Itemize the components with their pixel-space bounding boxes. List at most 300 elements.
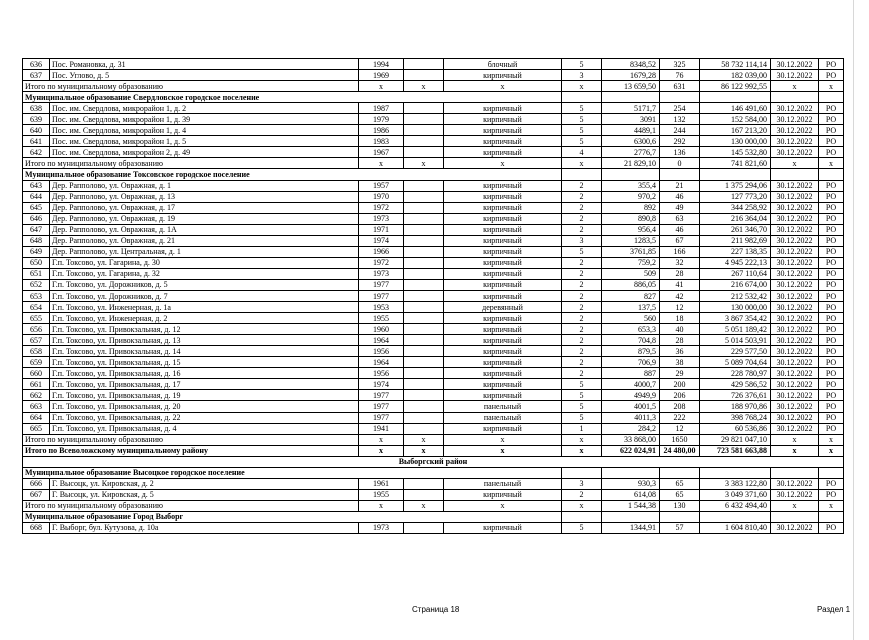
row-number: 643 bbox=[23, 180, 50, 191]
cost-cell: 5 089 704,64 bbox=[700, 357, 771, 368]
residents-cell: 65 bbox=[660, 489, 700, 500]
year-cell: 1977 bbox=[359, 290, 404, 301]
subtotal-row bbox=[23, 500, 844, 511]
address-cell: Г.п. Токсово, ул. Привокзальная, д. 22 bbox=[50, 412, 359, 423]
address-cell: Пос. им. Свердлова, микрорайон 1, д. 39 bbox=[50, 114, 359, 125]
residents-cell: 42 bbox=[660, 290, 700, 301]
area-cell: 4489,1 bbox=[602, 125, 660, 136]
area-cell: 930,3 bbox=[602, 478, 660, 489]
floors-cell: 2 bbox=[562, 268, 602, 279]
cost-cell: 4 945 222,13 bbox=[700, 257, 771, 268]
cost-cell: 1 604 810,40 bbox=[700, 522, 771, 533]
cost-cell: 5 014 503,91 bbox=[700, 335, 771, 346]
year-cell: 1967 bbox=[359, 147, 404, 158]
residents-cell: 206 bbox=[660, 390, 700, 401]
floors-cell: 5 bbox=[562, 412, 602, 423]
type-cell: РО bbox=[819, 224, 844, 235]
residents-cell: 12 bbox=[660, 302, 700, 313]
section-header-row bbox=[23, 467, 844, 478]
empty-cell bbox=[602, 511, 660, 522]
type-cell: РО bbox=[819, 313, 844, 324]
address-cell: Дер. Рапполово, ул. Овражная, д. 1А bbox=[50, 224, 359, 235]
empty-cell bbox=[602, 92, 660, 103]
address-cell: Г.п. Токсово, ул. Привокзальная, д. 20 bbox=[50, 401, 359, 412]
table-row bbox=[23, 59, 844, 70]
empty-cell bbox=[700, 467, 771, 478]
year-cell: 1973 bbox=[359, 268, 404, 279]
type-cell: РО bbox=[819, 114, 844, 125]
year-cell: 1994 bbox=[359, 59, 404, 70]
housing-table bbox=[22, 58, 844, 534]
address-cell: Г.п. Токсово, ул. Гагарина, д. 32 bbox=[50, 268, 359, 279]
cost-cell: 5 051 189,42 bbox=[700, 324, 771, 335]
blank-cell bbox=[404, 346, 444, 357]
area-cell: 284,2 bbox=[602, 423, 660, 434]
cost-cell: 127 773,20 bbox=[700, 191, 771, 202]
row-number: 667 bbox=[23, 489, 50, 500]
date-cell: 30.12.2022 bbox=[771, 59, 819, 70]
material-cell: кирпичный bbox=[444, 489, 562, 500]
material-cell: кирпичный bbox=[444, 213, 562, 224]
address-cell: Дер. Рапполово, ул. Центральная, д. 1 bbox=[50, 246, 359, 257]
material-cell: кирпичный bbox=[444, 202, 562, 213]
material-cell: x bbox=[444, 434, 562, 445]
year-cell: x bbox=[359, 81, 404, 92]
cost-cell: 429 586,52 bbox=[700, 379, 771, 390]
cost-cell: 86 122 992,55 bbox=[700, 81, 771, 92]
cost-cell: 261 346,70 bbox=[700, 224, 771, 235]
date-cell: 30.12.2022 bbox=[771, 368, 819, 379]
table-row bbox=[23, 114, 844, 125]
row-number: 662 bbox=[23, 390, 50, 401]
year-cell: x bbox=[359, 158, 404, 169]
table-row bbox=[23, 379, 844, 390]
address-cell: Пос. им. Свердлова, микрорайон 2, д. 49 bbox=[50, 147, 359, 158]
section-title: Муниципальное образование Свердловское городское поселение bbox=[23, 92, 562, 103]
type-cell: РО bbox=[819, 478, 844, 489]
year-cell: 1974 bbox=[359, 235, 404, 246]
row-number: 668 bbox=[23, 522, 50, 533]
address-cell: Пос. им. Свердлова, микрорайон 1, д. 2 bbox=[50, 103, 359, 114]
section-header-row bbox=[23, 169, 844, 180]
row-number: 663 bbox=[23, 401, 50, 412]
table-row bbox=[23, 147, 844, 158]
material-cell: блочный bbox=[444, 59, 562, 70]
year-cell: 1953 bbox=[359, 302, 404, 313]
empty-cell bbox=[771, 169, 819, 180]
material-cell: x bbox=[444, 445, 562, 456]
area-cell: 886,05 bbox=[602, 279, 660, 290]
residents-cell: 1650 bbox=[660, 434, 700, 445]
material-cell: кирпичный bbox=[444, 324, 562, 335]
year-cell: 1957 bbox=[359, 180, 404, 191]
blank-cell bbox=[404, 114, 444, 125]
date-cell: 30.12.2022 bbox=[771, 313, 819, 324]
blank-cell bbox=[404, 191, 444, 202]
address-cell: Г.п. Токсово, ул. Привокзальная, д. 4 bbox=[50, 423, 359, 434]
empty-cell bbox=[602, 169, 660, 180]
floors-cell: 2 bbox=[562, 224, 602, 235]
table-row bbox=[23, 412, 844, 423]
material-cell: кирпичный bbox=[444, 313, 562, 324]
year-cell: 1956 bbox=[359, 368, 404, 379]
floors-cell: 5 bbox=[562, 246, 602, 257]
blank-cell bbox=[404, 401, 444, 412]
section-label: Раздел 1 bbox=[817, 605, 851, 614]
empty-cell bbox=[771, 92, 819, 103]
date-cell: 30.12.2022 bbox=[771, 125, 819, 136]
address-cell: Г.п. Токсово, ул. Привокзальная, д. 17 bbox=[50, 379, 359, 390]
cost-cell: 741 821,60 bbox=[700, 158, 771, 169]
area-cell: 3761,85 bbox=[602, 246, 660, 257]
material-cell: панельный bbox=[444, 401, 562, 412]
floors-cell: 4 bbox=[562, 147, 602, 158]
floors-cell: x bbox=[562, 434, 602, 445]
cost-cell: 145 532,80 bbox=[700, 147, 771, 158]
floors-cell: 2 bbox=[562, 368, 602, 379]
material-cell: кирпичный bbox=[444, 279, 562, 290]
area-cell: 21 829,10 bbox=[602, 158, 660, 169]
material-cell: кирпичный bbox=[444, 346, 562, 357]
empty-cell bbox=[819, 467, 844, 478]
date-cell: 30.12.2022 bbox=[771, 401, 819, 412]
year-cell: 1986 bbox=[359, 125, 404, 136]
date-cell: 30.12.2022 bbox=[771, 180, 819, 191]
type-cell: РО bbox=[819, 379, 844, 390]
material-cell: кирпичный bbox=[444, 357, 562, 368]
blank-cell bbox=[404, 379, 444, 390]
material-cell: x bbox=[444, 500, 562, 511]
date-cell: 30.12.2022 bbox=[771, 423, 819, 434]
row-number: 636 bbox=[23, 59, 50, 70]
cost-cell: 212 532,42 bbox=[700, 290, 771, 301]
table-row bbox=[23, 423, 844, 434]
blank-cell bbox=[404, 279, 444, 290]
type-cell: РО bbox=[819, 335, 844, 346]
total-label: Итого по муниципальному образованию bbox=[23, 434, 359, 445]
floors-cell: 5 bbox=[562, 390, 602, 401]
year-cell: 1964 bbox=[359, 335, 404, 346]
empty-cell bbox=[819, 511, 844, 522]
cost-cell: 229 577,50 bbox=[700, 346, 771, 357]
floors-cell: 3 bbox=[562, 478, 602, 489]
year-cell: 1973 bbox=[359, 213, 404, 224]
material-cell: кирпичный bbox=[444, 522, 562, 533]
type-cell: РО bbox=[819, 136, 844, 147]
row-number: 650 bbox=[23, 257, 50, 268]
blank-cell bbox=[404, 357, 444, 368]
row-number: 641 bbox=[23, 136, 50, 147]
floors-cell: 5 bbox=[562, 125, 602, 136]
cost-cell: 182 039,00 bbox=[700, 70, 771, 81]
floors-cell: 2 bbox=[562, 313, 602, 324]
material-cell: кирпичный bbox=[444, 390, 562, 401]
section-title: Муниципальное образование Высоцкое городское поселение bbox=[23, 467, 562, 478]
residents-cell: 208 bbox=[660, 401, 700, 412]
address-cell: Г.п. Токсово, ул. Привокзальная, д. 15 bbox=[50, 357, 359, 368]
type-cell: РО bbox=[819, 147, 844, 158]
table-row bbox=[23, 489, 844, 500]
date-cell: 30.12.2022 bbox=[771, 478, 819, 489]
cost-cell: 29 821 047,10 bbox=[700, 434, 771, 445]
cost-cell: 211 982,69 bbox=[700, 235, 771, 246]
residents-cell: 65 bbox=[660, 478, 700, 489]
type-cell: РО bbox=[819, 59, 844, 70]
cost-cell: 188 970,86 bbox=[700, 401, 771, 412]
area-cell: 4000,7 bbox=[602, 379, 660, 390]
area-cell: 33 868,00 bbox=[602, 434, 660, 445]
type-cell: x bbox=[819, 434, 844, 445]
material-cell: деревянный bbox=[444, 302, 562, 313]
table-row bbox=[23, 313, 844, 324]
floors-cell: x bbox=[562, 500, 602, 511]
material-cell: кирпичный bbox=[444, 257, 562, 268]
table-row bbox=[23, 257, 844, 268]
cost-cell: 6 432 494,40 bbox=[700, 500, 771, 511]
date-cell: 30.12.2022 bbox=[771, 324, 819, 335]
empty-cell bbox=[660, 467, 700, 478]
cost-cell: 267 110,64 bbox=[700, 268, 771, 279]
empty-cell bbox=[771, 511, 819, 522]
scan-edge bbox=[853, 0, 854, 640]
blank-cell bbox=[404, 390, 444, 401]
material-cell: кирпичный bbox=[444, 335, 562, 346]
blank-cell bbox=[404, 335, 444, 346]
residents-cell: 29 bbox=[660, 368, 700, 379]
type-cell: РО bbox=[819, 103, 844, 114]
blank-cell bbox=[404, 290, 444, 301]
residents-cell: 0 bbox=[660, 158, 700, 169]
year-cell: 1972 bbox=[359, 257, 404, 268]
address-cell: Г. Высоцк, ул. Кировская, д. 2 bbox=[50, 478, 359, 489]
area-cell: 956,4 bbox=[602, 224, 660, 235]
cost-cell: 723 581 663,88 bbox=[700, 445, 771, 456]
area-cell: 13 659,50 bbox=[602, 81, 660, 92]
row-number: 652 bbox=[23, 279, 50, 290]
empty-cell bbox=[562, 467, 602, 478]
subtotal-row bbox=[23, 158, 844, 169]
blank-cell bbox=[404, 412, 444, 423]
date-cell: 30.12.2022 bbox=[771, 136, 819, 147]
address-cell: Дер. Рапполово, ул. Овражная, д. 1 bbox=[50, 180, 359, 191]
date-cell: 30.12.2022 bbox=[771, 412, 819, 423]
residents-cell: 325 bbox=[660, 59, 700, 70]
type-cell: РО bbox=[819, 390, 844, 401]
residents-cell: 200 bbox=[660, 379, 700, 390]
cost-cell: 398 768,24 bbox=[700, 412, 771, 423]
area-cell: 1679,28 bbox=[602, 70, 660, 81]
area-cell: 622 024,91 bbox=[602, 445, 660, 456]
floors-cell: 3 bbox=[562, 70, 602, 81]
year-cell: 1977 bbox=[359, 401, 404, 412]
date-cell: 30.12.2022 bbox=[771, 335, 819, 346]
year-cell: 1956 bbox=[359, 346, 404, 357]
type-cell: РО bbox=[819, 213, 844, 224]
residents-cell: 76 bbox=[660, 70, 700, 81]
residents-cell: 631 bbox=[660, 81, 700, 92]
address-cell: Г.п. Токсово, ул. Привокзальная, д. 19 bbox=[50, 390, 359, 401]
row-number: 655 bbox=[23, 313, 50, 324]
total-label: Итого по муниципальному образованию bbox=[23, 500, 359, 511]
blank-cell: x bbox=[404, 158, 444, 169]
date-cell: 30.12.2022 bbox=[771, 379, 819, 390]
area-cell: 1344,91 bbox=[602, 522, 660, 533]
date-cell: 30.12.2022 bbox=[771, 213, 819, 224]
blank-cell bbox=[404, 180, 444, 191]
floors-cell: 2 bbox=[562, 213, 602, 224]
blank-cell bbox=[404, 147, 444, 158]
row-number: 642 bbox=[23, 147, 50, 158]
floors-cell: 5 bbox=[562, 522, 602, 533]
type-cell: РО bbox=[819, 368, 844, 379]
area-cell: 560 bbox=[602, 313, 660, 324]
row-number: 638 bbox=[23, 103, 50, 114]
date-cell: 30.12.2022 bbox=[771, 114, 819, 125]
section-title: Муниципальное образование Город Выборг bbox=[23, 511, 562, 522]
area-cell: 704,8 bbox=[602, 335, 660, 346]
date-cell: 30.12.2022 bbox=[771, 191, 819, 202]
row-number: 660 bbox=[23, 368, 50, 379]
year-cell: 1969 bbox=[359, 70, 404, 81]
year-cell: 1941 bbox=[359, 423, 404, 434]
year-cell: 1987 bbox=[359, 103, 404, 114]
empty-cell bbox=[819, 92, 844, 103]
table-row bbox=[23, 246, 844, 257]
area-cell: 6300,6 bbox=[602, 136, 660, 147]
subtotal-row bbox=[23, 434, 844, 445]
residents-cell: 46 bbox=[660, 191, 700, 202]
material-cell: кирпичный bbox=[444, 125, 562, 136]
empty-cell bbox=[660, 92, 700, 103]
table-row bbox=[23, 368, 844, 379]
blank-cell bbox=[404, 257, 444, 268]
cost-cell: 130 000,00 bbox=[700, 136, 771, 147]
row-number: 648 bbox=[23, 235, 50, 246]
blank-cell bbox=[404, 368, 444, 379]
cost-cell: 216 364,04 bbox=[700, 213, 771, 224]
address-cell: Г.п. Токсово, ул. Гагарина, д. 30 bbox=[50, 257, 359, 268]
address-cell: Пос. им. Свердлова, микрорайон 1, д. 4 bbox=[50, 125, 359, 136]
material-cell: кирпичный bbox=[444, 180, 562, 191]
table-row bbox=[23, 103, 844, 114]
address-cell: Пос. Романовка, д. 31 bbox=[50, 59, 359, 70]
blank-cell bbox=[404, 59, 444, 70]
date-cell: 30.12.2022 bbox=[771, 70, 819, 81]
year-cell: x bbox=[359, 434, 404, 445]
date-cell: x bbox=[771, 500, 819, 511]
empty-cell bbox=[771, 467, 819, 478]
year-cell: x bbox=[359, 500, 404, 511]
area-cell: 3091 bbox=[602, 114, 660, 125]
district-total-row bbox=[23, 445, 844, 456]
blank-cell bbox=[404, 268, 444, 279]
blank-cell bbox=[404, 489, 444, 500]
floors-cell: 2 bbox=[562, 335, 602, 346]
area-cell: 879,5 bbox=[602, 346, 660, 357]
table-row bbox=[23, 191, 844, 202]
residents-cell: 67 bbox=[660, 235, 700, 246]
blank-cell bbox=[404, 125, 444, 136]
area-cell: 4011,3 bbox=[602, 412, 660, 423]
table-row bbox=[23, 136, 844, 147]
floors-cell: 5 bbox=[562, 114, 602, 125]
blank-cell: x bbox=[404, 500, 444, 511]
area-cell: 355,4 bbox=[602, 180, 660, 191]
date-cell: x bbox=[771, 81, 819, 92]
year-cell: 1971 bbox=[359, 224, 404, 235]
table-row bbox=[23, 390, 844, 401]
table-row bbox=[23, 268, 844, 279]
floors-cell: 2 bbox=[562, 290, 602, 301]
date-cell: 30.12.2022 bbox=[771, 103, 819, 114]
subtotal-row bbox=[23, 81, 844, 92]
table-row bbox=[23, 279, 844, 290]
date-cell: 30.12.2022 bbox=[771, 147, 819, 158]
type-cell: РО bbox=[819, 202, 844, 213]
material-cell: кирпичный bbox=[444, 224, 562, 235]
cost-cell: 227 138,35 bbox=[700, 246, 771, 257]
floors-cell: 2 bbox=[562, 191, 602, 202]
material-cell: кирпичный bbox=[444, 246, 562, 257]
blank-cell bbox=[404, 423, 444, 434]
residents-cell: 63 bbox=[660, 213, 700, 224]
floors-cell: 5 bbox=[562, 401, 602, 412]
material-cell: кирпичный bbox=[444, 136, 562, 147]
cost-cell: 3 867 354,42 bbox=[700, 313, 771, 324]
floors-cell: 2 bbox=[562, 346, 602, 357]
area-cell: 5171,7 bbox=[602, 103, 660, 114]
type-cell: РО bbox=[819, 489, 844, 500]
date-cell: 30.12.2022 bbox=[771, 357, 819, 368]
row-number: 657 bbox=[23, 335, 50, 346]
area-cell: 890,8 bbox=[602, 213, 660, 224]
floors-cell: 1 bbox=[562, 423, 602, 434]
area-cell: 970,2 bbox=[602, 191, 660, 202]
floors-cell: 2 bbox=[562, 257, 602, 268]
row-number: 644 bbox=[23, 191, 50, 202]
area-cell: 4001,5 bbox=[602, 401, 660, 412]
year-cell: x bbox=[359, 445, 404, 456]
type-cell: x bbox=[819, 81, 844, 92]
residents-cell: 12 bbox=[660, 423, 700, 434]
area-cell: 4949,9 bbox=[602, 390, 660, 401]
row-number: 654 bbox=[23, 302, 50, 313]
material-cell: кирпичный bbox=[444, 103, 562, 114]
floors-cell: 5 bbox=[562, 379, 602, 390]
address-cell: Г.п. Токсово, ул. Инженерная, д. 1а bbox=[50, 302, 359, 313]
residents-cell: 244 bbox=[660, 125, 700, 136]
residents-cell: 136 bbox=[660, 147, 700, 158]
row-number: 639 bbox=[23, 114, 50, 125]
date-cell: 30.12.2022 bbox=[771, 202, 819, 213]
residents-cell: 254 bbox=[660, 103, 700, 114]
cost-cell: 1 375 294,06 bbox=[700, 180, 771, 191]
residents-cell: 41 bbox=[660, 279, 700, 290]
residents-cell: 32 bbox=[660, 257, 700, 268]
address-cell: Дер. Рапполово, ул. Овражная, д. 17 bbox=[50, 202, 359, 213]
residents-cell: 21 bbox=[660, 180, 700, 191]
type-cell: x bbox=[819, 500, 844, 511]
area-cell: 2776,7 bbox=[602, 147, 660, 158]
area-cell: 1 544,38 bbox=[602, 500, 660, 511]
residents-cell: 222 bbox=[660, 412, 700, 423]
empty-cell bbox=[602, 467, 660, 478]
year-cell: 1964 bbox=[359, 357, 404, 368]
material-cell: кирпичный bbox=[444, 268, 562, 279]
type-cell: РО bbox=[819, 290, 844, 301]
empty-cell bbox=[660, 169, 700, 180]
type-cell: РО bbox=[819, 191, 844, 202]
